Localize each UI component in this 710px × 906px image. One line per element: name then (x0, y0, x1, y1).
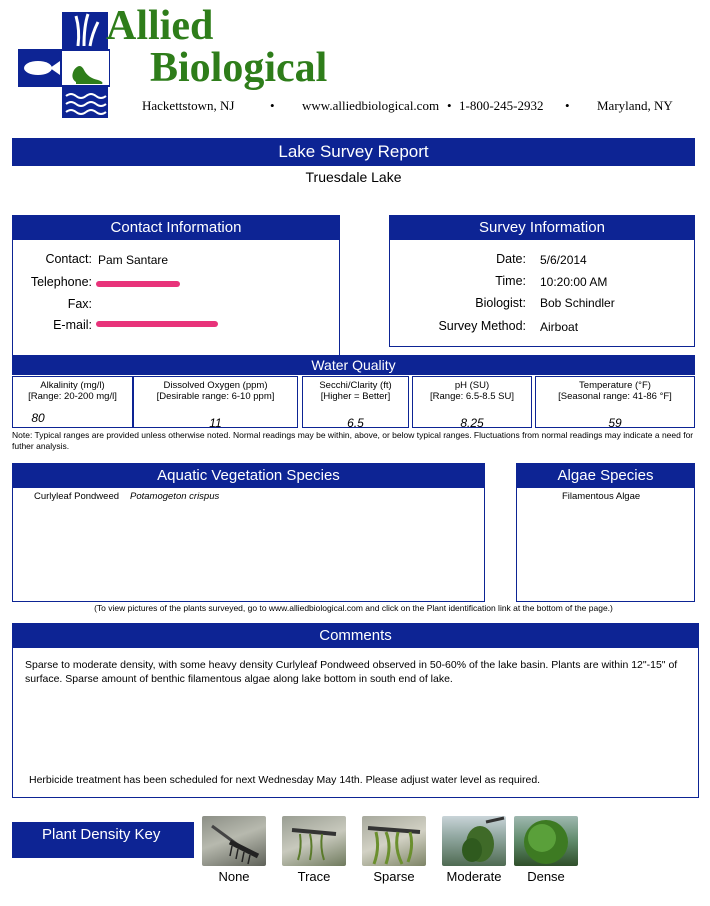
algae-panel (516, 463, 695, 602)
lake-name: Truesdale Lake (305, 169, 402, 185)
water-quality-dissolved-oxygen (133, 376, 298, 428)
density-dense-image (514, 816, 578, 866)
time-label: Time: (495, 274, 526, 288)
bullet-2: • (447, 98, 452, 113)
contact-label: Contact: (45, 252, 92, 266)
algae-header: Algae Species (517, 464, 694, 488)
vegetation-species-latin: Potamogeton crispus (130, 491, 220, 502)
secchi-range: [Higher = Better] (320, 391, 391, 402)
density-trace-image (282, 816, 346, 866)
date-value: 5/6/2014 (540, 253, 587, 267)
secchi-name: Secchi/Clarity (ft) (319, 380, 392, 391)
algae-species: Filamentous Algae (562, 491, 641, 502)
density-moderate-image (442, 816, 506, 866)
comments-footer: Herbicide treatment has been scheduled for next Wednesday May 14th. Please adjust water level as required. (29, 774, 541, 786)
density-key-title: Plant Density Key (12, 822, 194, 858)
density-dense-label: Dense (527, 869, 565, 884)
biologist-label: Biologist: (475, 296, 526, 310)
density-none-image (202, 816, 266, 866)
vegetation-header: Aquatic Vegetation Species (13, 464, 484, 488)
brand-name-line2: Biological (150, 45, 328, 91)
density-sparse-label: Sparse (373, 869, 415, 884)
rake-icon (202, 816, 266, 866)
dissolved-oxygen-value: 11 (209, 416, 222, 430)
report-title: Lake Survey Report (12, 138, 695, 166)
rake-with-moderate-plants-icon (442, 816, 506, 866)
rake-with-trace-plants-icon (282, 816, 346, 866)
temperature-range: [Seasonal range: 41-86 °F] (558, 391, 672, 402)
survey-method-label: Survey Method: (438, 319, 526, 333)
density-trace-label: Trace (297, 869, 331, 884)
dissolved-oxygen-name: Dissolved Oxygen (ppm) (163, 380, 268, 391)
rake-with-sparse-plants-icon (362, 816, 426, 866)
date-label: Date: (496, 252, 526, 266)
ph-value: 8.25 (460, 416, 484, 430)
alkalinity-range: [Range: 20-200 mg/l] (28, 391, 117, 402)
water-quality-temperature (535, 376, 695, 428)
ph-range: [Range: 6.5-8.5 SU] (430, 391, 514, 402)
vegetation-panel (12, 463, 485, 602)
contact-value: Pam Santare (98, 253, 169, 267)
plant-identification-note: (To view pictures of the plants surveyed, go to www.alliedbiological.com and click on the Plant identification link at the bottom of the page.) (94, 603, 613, 613)
location-ny: Maryland, NY (597, 98, 673, 113)
density-sparse-image (362, 816, 426, 866)
company-logo (18, 12, 110, 118)
time-value: 10:20:00 AM (540, 275, 608, 289)
alkalinity-value: 80 (31, 411, 45, 425)
telephone-redaction (96, 281, 180, 287)
phone-number: 1-800-245-2932 (459, 98, 544, 113)
dissolved-oxygen-range: [Desirable range: 6-10 ppm] (156, 391, 275, 402)
alkalinity-name: Alkalinity (mg/l) (40, 380, 105, 391)
email-redaction (96, 321, 218, 327)
survey-method-value: Airboat (540, 320, 579, 334)
bullet-3: • (565, 98, 570, 113)
bullet-1: • (270, 98, 275, 113)
secchi-value: 6.5 (347, 416, 364, 430)
temperature-name: Temperature (°F) (579, 380, 651, 391)
email-label: E-mail: (53, 318, 92, 332)
telephone-label: Telephone: (30, 275, 92, 289)
location-nj: Hackettstown, NJ (142, 98, 235, 113)
water-quality-ph (412, 376, 532, 428)
ph-name: pH (SU) (454, 380, 490, 391)
density-moderate-label: Moderate (446, 869, 502, 884)
comments-body: Sparse to moderate density, with some heavy density Curlyleaf Pondweed observed in 50-60% of the lake basin. Plants are within 12"-15" of surface. Sparse amount of benthic filamentous algae along lake bottom in south end of lake. (25, 659, 678, 685)
comments-panel (12, 623, 699, 798)
brand-name-line1: Allied (106, 3, 214, 49)
water-quality-header: Water Quality (12, 355, 695, 375)
biologist-value: Bob Schindler (540, 296, 615, 310)
contact-info-header: Contact Information (13, 216, 339, 240)
rake-with-dense-plants-icon (514, 816, 578, 866)
fax-label: Fax: (67, 297, 92, 311)
website-link[interactable]: www.alliedbiological.com (302, 98, 440, 113)
temperature-value: 59 (608, 416, 622, 430)
logo-emblem-icon (18, 12, 110, 118)
survey-info-header: Survey Information (390, 216, 694, 240)
density-none-label: None (218, 869, 250, 884)
water-quality-note: Note: Typical ranges are provided unless otherwise noted. Normal readings may be within, above, or below typical ranges. Fluctuations from normal readings may indicate a need for futher analysis. (12, 430, 694, 451)
vegetation-species-common: Curlyleaf Pondweed (34, 491, 120, 502)
comments-header: Comments (13, 624, 698, 648)
water-quality-secchi (302, 376, 409, 428)
